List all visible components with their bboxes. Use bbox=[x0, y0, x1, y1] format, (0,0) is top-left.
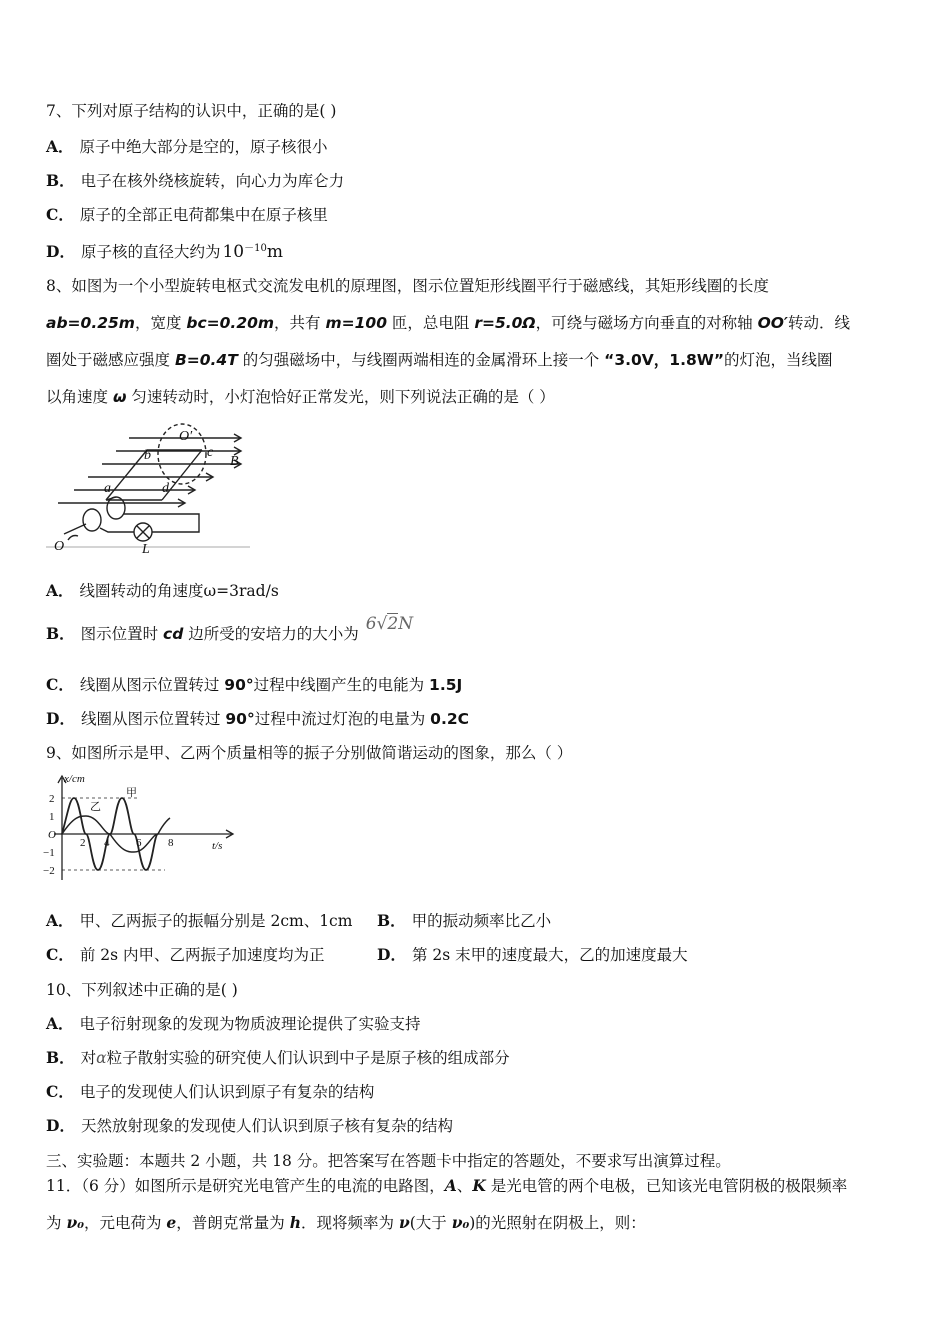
q9-option-a: A． 甲、乙两振子的振幅分别是 2cm、1cm bbox=[46, 911, 353, 930]
y-tick-2: 2 bbox=[49, 793, 55, 805]
generator-diagram bbox=[44, 420, 254, 555]
q8-option-c: C． 线圈从图示位置转过 90°过程中线圈产生的电能为 1.5J bbox=[46, 675, 463, 694]
label-b: b bbox=[144, 448, 151, 463]
q7-stem: 7、下列对原子结构的认识中，正确的是( ) bbox=[46, 102, 337, 120]
q8-option-b: B． 图示位置时 cd 边所受的安培力的大小为 6√2N bbox=[46, 614, 414, 643]
label-O: O bbox=[54, 539, 65, 554]
q8-stem-line4: 以角速度 ω 匀速转动时，小灯泡恰好正常发光，则下列说法正确的是（ ） bbox=[46, 388, 555, 406]
x-tick-8: 8 bbox=[168, 837, 174, 849]
q8-stem-line2: ab=0.25m，宽度 bc=0.20m，共有 m=100 匝，总电阻 r=5.0Ω，可绕与磁场方向垂直的对称轴 OO′转动．线 bbox=[46, 314, 851, 332]
label-d: d bbox=[162, 481, 169, 496]
jia-label: 甲 bbox=[126, 787, 137, 799]
y-tick-neg2: −2 bbox=[43, 865, 55, 877]
oscillation-graph bbox=[40, 772, 240, 887]
origin-label: O bbox=[48, 829, 56, 841]
q8-stem-line1: 8、如图为一个小型旋转电枢式交流发电机的原理图，图示位置矩形线圈平行于磁感线，其矩形线圈的长度 bbox=[46, 277, 769, 295]
x-tick-2: 2 bbox=[80, 837, 86, 849]
label-a: a bbox=[104, 481, 111, 496]
section-3-heading: 三、实验题：本题共 2 小题，共 18 分。把答案写在答题卡中指定的答题处，不要求写出演算过程。 bbox=[46, 1152, 731, 1170]
q9-stem: 9、如图所示是甲、乙两个质量相等的振子分别做简谐运动的图象，那么（ ） bbox=[46, 744, 573, 762]
x-axis-label: t/s bbox=[212, 840, 223, 852]
yi-label: 乙 bbox=[90, 801, 101, 813]
q9-option-d: D． 第 2s 末甲的速度最大，乙的加速度最大 bbox=[377, 945, 688, 964]
label-B: B bbox=[230, 454, 239, 469]
q11-line1: 11．（6 分）如图所示是研究光电管产生的电流的电路图，A、K 是光电管的两个电极，已知该光电管阴极的极限频率 bbox=[46, 1176, 848, 1195]
q7-option-c: C． 原子的全部正电荷都集中在原子核里 bbox=[46, 205, 328, 224]
x-tick-6: 6 bbox=[136, 837, 142, 849]
q10-option-b: B． 对α粒子散射实验的研究使人们认识到中子是原子核的组成部分 bbox=[46, 1048, 510, 1067]
q7-option-a: A． 原子中绝大部分是空的，原子核很小 bbox=[46, 137, 328, 156]
label-o-prime: O′ bbox=[179, 429, 193, 444]
q11-line2: 为 ν₀，元电荷为 e，普朗克常量为 h．现将频率为 ν(大于 ν₀)的光照射在阴极上，则： bbox=[46, 1213, 646, 1232]
q8-option-d: D． 线圈从图示位置转过 90°过程中流过灯泡的电量为 0.2C bbox=[46, 709, 469, 728]
q7-option-d: D． 原子核的直径大约为 $10^{-10}m$ bbox=[46, 242, 283, 263]
q9-option-c: C． 前 2s 内甲、乙两振子加速度均为正 bbox=[46, 945, 325, 964]
q10-option-d: D． 天然放射现象的发现使人们认识到原子核有复杂的结构 bbox=[46, 1116, 453, 1135]
x-tick-4: 4 bbox=[104, 837, 110, 849]
y-tick-neg1: −1 bbox=[43, 847, 55, 859]
q9-option-b: B． 甲的振动频率比乙小 bbox=[377, 911, 552, 930]
q8-stem-line3: 圈处于磁感应强度 B=0.4T 的匀强磁场中，与线圈两端相连的金属滑环上接一个 “3.0V，1.8W”的灯泡，当线圈 bbox=[46, 351, 833, 369]
q8-option-a: A． 线圈转动的角速度ω=3rad/s bbox=[46, 581, 279, 600]
q10-option-c: C． 电子的发现使人们认识到原子有复杂的结构 bbox=[46, 1082, 375, 1101]
y-axis-label: x/cm bbox=[64, 773, 85, 785]
y-tick-1: 1 bbox=[49, 811, 55, 823]
q7-option-b: B． 电子在核外绕核旋转，向心力为库仑力 bbox=[46, 171, 345, 190]
q10-stem: 10、下列叙述中正确的是( ) bbox=[46, 981, 238, 999]
q10-option-a: A． 电子衍射现象的发现为物质波理论提供了实验支持 bbox=[46, 1014, 421, 1033]
label-L: L bbox=[142, 542, 150, 555]
label-c: c bbox=[207, 445, 214, 460]
